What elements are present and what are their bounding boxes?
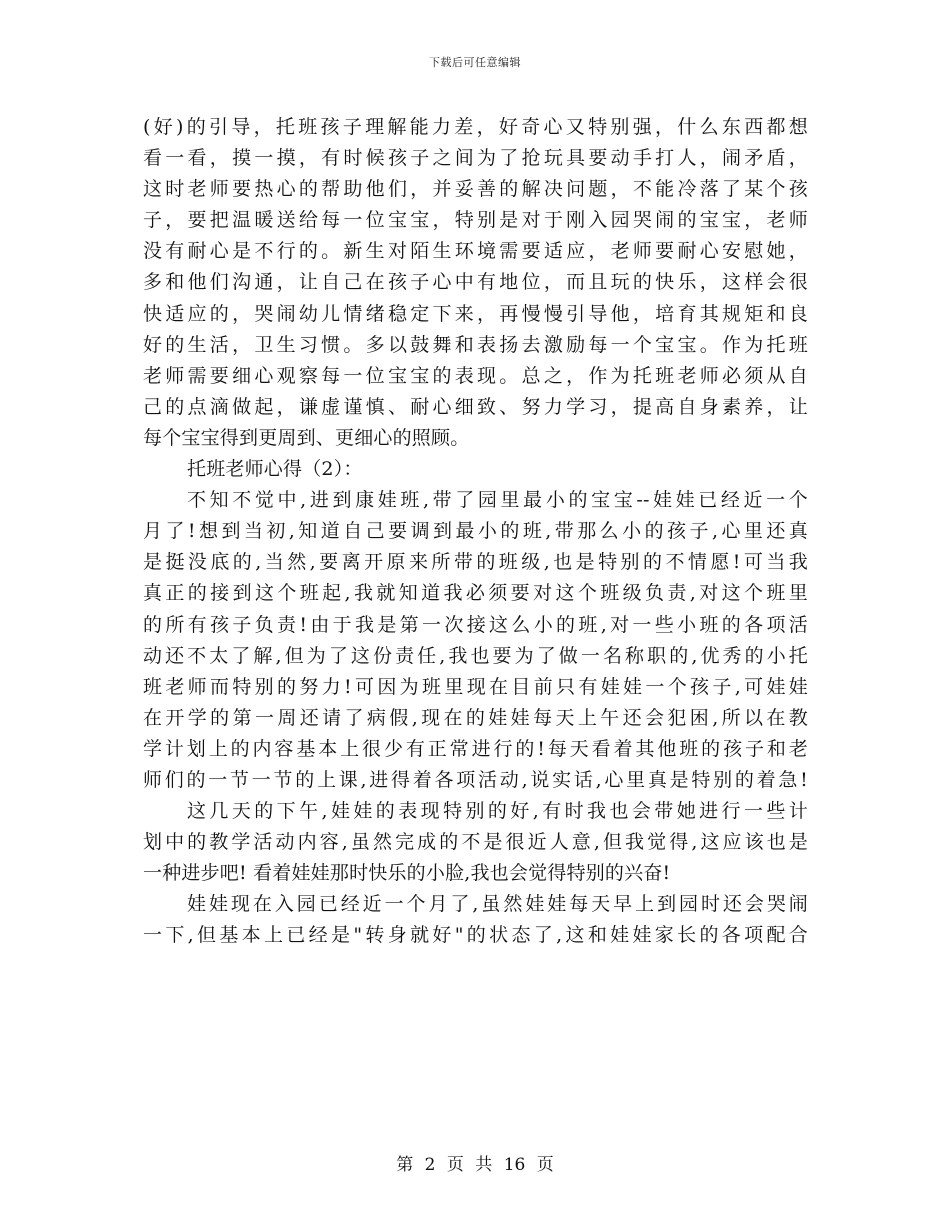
text-line: 托班老师心得（2）： (187, 458, 363, 481)
text-line: 班老师而特别的努力!可因为班里现在目前只有娃娃一个孩子,可娃娃 (143, 675, 808, 698)
text-line: 这时老师要热心的帮助他们，并妥善的解决问题，不能冷落了某个孩 (143, 178, 808, 201)
text-line: 一种进步吧! 看着娃娃那时快乐的小脸,我也会觉得特别的兴奋! (143, 862, 671, 885)
text-line: 是挺没底的,当然,要离开原来所带的班级,也是特别的不情愿!可当我 (143, 551, 808, 574)
text-line: 的所有孩子负责!由于我是第一次接这么小的班,对一些小班的各项活 (143, 613, 808, 636)
document-body (143, 112, 808, 952)
text-line: 娃娃现在入园已经近一个月了,虽然娃娃每天早上到园时还会哭闹 (187, 893, 808, 916)
text-line: 学计划上的内容基本上很少有正常进行的!每天看着其他班的孩子和老 (143, 737, 808, 760)
text-line: 这几天的下午,娃娃的表现特别的好,有时我也会带她进行一些计 (187, 800, 808, 823)
text-line: 师们的一节一节的上课,进得着各项活动,说实话,心里真是特别的着急! (143, 768, 808, 791)
text-line: 在开学的第一周还请了病假,现在的娃娃每天上午还会犯困,所以在教 (143, 706, 808, 729)
text-line: 动还不太了解,但为了这份责任,我也要为了做一名称职的,优秀的小托 (143, 644, 808, 667)
text-line: 老师需要细心观察每一位宝宝的表现。总之，作为托班老师必须从自 (143, 364, 808, 387)
text-line: 不知不觉中,进到康娃班,带了园里最小的宝宝--娃娃已经近一个 (187, 489, 808, 512)
text-line: 好的生活，卫生习惯。多以鼓舞和表扬去激励每一个宝宝。作为托班 (143, 333, 808, 356)
text-line: (好)的引导，托班孩子理解能力差，好奇心又特别强，什么东西都想 (143, 116, 808, 138)
text-line: 没有耐心是不行的。新生对陌生环境需要适应，老师要耐心安慰她， (143, 240, 808, 263)
text-line: 多和他们沟通，让自己在孩子心中有地位，而且玩的快乐，这样会很 (143, 271, 808, 294)
text-line: 划中的教学活动内容,虽然完成的不是很近人意,但我觉得,这应该也是 (143, 831, 808, 854)
text-line: 子，要把温暖送给每一位宝宝，特别是对于刚入园哭闹的宝宝，老师 (143, 209, 808, 232)
text-line: 真正的接到这个班起,我就知道我必须要对这个班级负责,对这个班里 (143, 582, 808, 605)
text-line: 己的点滴做起，谦虚谨慎、耐心细致、努力学习，提高自身素养，让 (143, 395, 808, 418)
text-line: 每个宝宝得到更周到、更细心的照顾。 (143, 426, 470, 449)
text-line: 月了!想到当初,知道自己要调到最小的班,带那么小的孩子,心里还真 (143, 520, 808, 543)
text-line: 快适应的，哭闹幼儿情绪稳定下来，再慢慢引导他，培育其规矩和良 (143, 302, 808, 325)
page-header: 下载后可任意编辑 (429, 56, 521, 69)
text-line: 一下,但基本上已经是"转身就好"的状态了,这和娃娃家长的各项配合 (143, 924, 808, 947)
text-line: 看一看，摸一摸，有时候孩子之间为了抢玩具要动手打人，闹矛盾， (143, 147, 808, 170)
page-number-footer: 第 2 页 共 16 页 (396, 1155, 554, 1175)
